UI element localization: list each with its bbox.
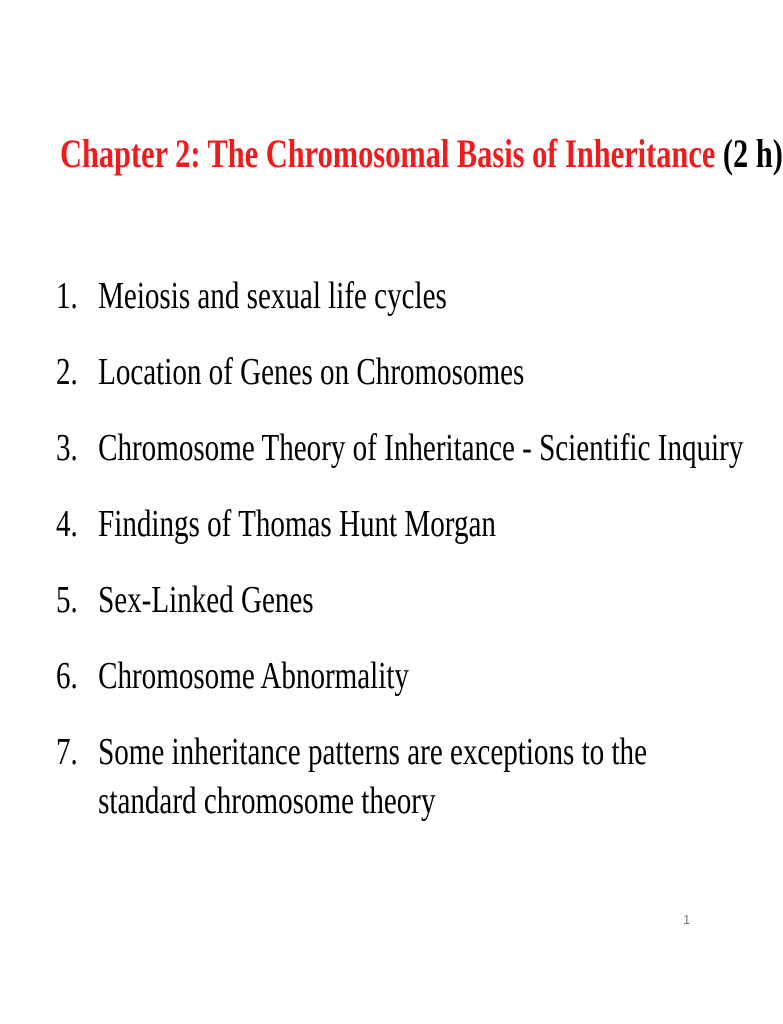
topic-number: 1. bbox=[56, 275, 78, 317]
topic-item bbox=[56, 652, 745, 701]
topic-number: 7. bbox=[56, 731, 78, 773]
topic-item bbox=[56, 348, 745, 397]
topic-text: Sex-Linked Genes bbox=[98, 579, 314, 621]
topic-list bbox=[56, 272, 745, 853]
topic-text: Meiosis and sexual life cycles bbox=[98, 275, 447, 317]
slide-title-duration: (2 h) bbox=[722, 131, 783, 176]
topic-item bbox=[56, 424, 745, 473]
topic-number: 4. bbox=[56, 503, 78, 545]
topic-item bbox=[56, 728, 649, 826]
slide-title bbox=[60, 128, 783, 180]
topic-item bbox=[56, 576, 745, 625]
slide-title-main: Chapter 2: The Chromosomal Basis of Inheritance bbox=[60, 131, 716, 176]
topic-number: 2. bbox=[56, 351, 78, 393]
page-number: 1 bbox=[683, 912, 691, 927]
topic-number: 5. bbox=[56, 579, 78, 621]
topic-text: Chromosome Abnormality bbox=[98, 655, 409, 697]
topic-item bbox=[56, 272, 745, 321]
topic-item bbox=[56, 500, 745, 549]
topic-number: 3. bbox=[56, 427, 78, 469]
topic-text: Findings of Thomas Hunt Morgan bbox=[98, 503, 496, 545]
topic-text: Chromosome Theory of Inheritance - Scientific Inquiry bbox=[98, 427, 744, 469]
topic-text: Some inheritance patterns are exceptions to the standard chromosome theory bbox=[98, 731, 647, 822]
topic-number: 6. bbox=[56, 655, 78, 697]
topic-text: Location of Genes on Chromosomes bbox=[98, 351, 525, 393]
